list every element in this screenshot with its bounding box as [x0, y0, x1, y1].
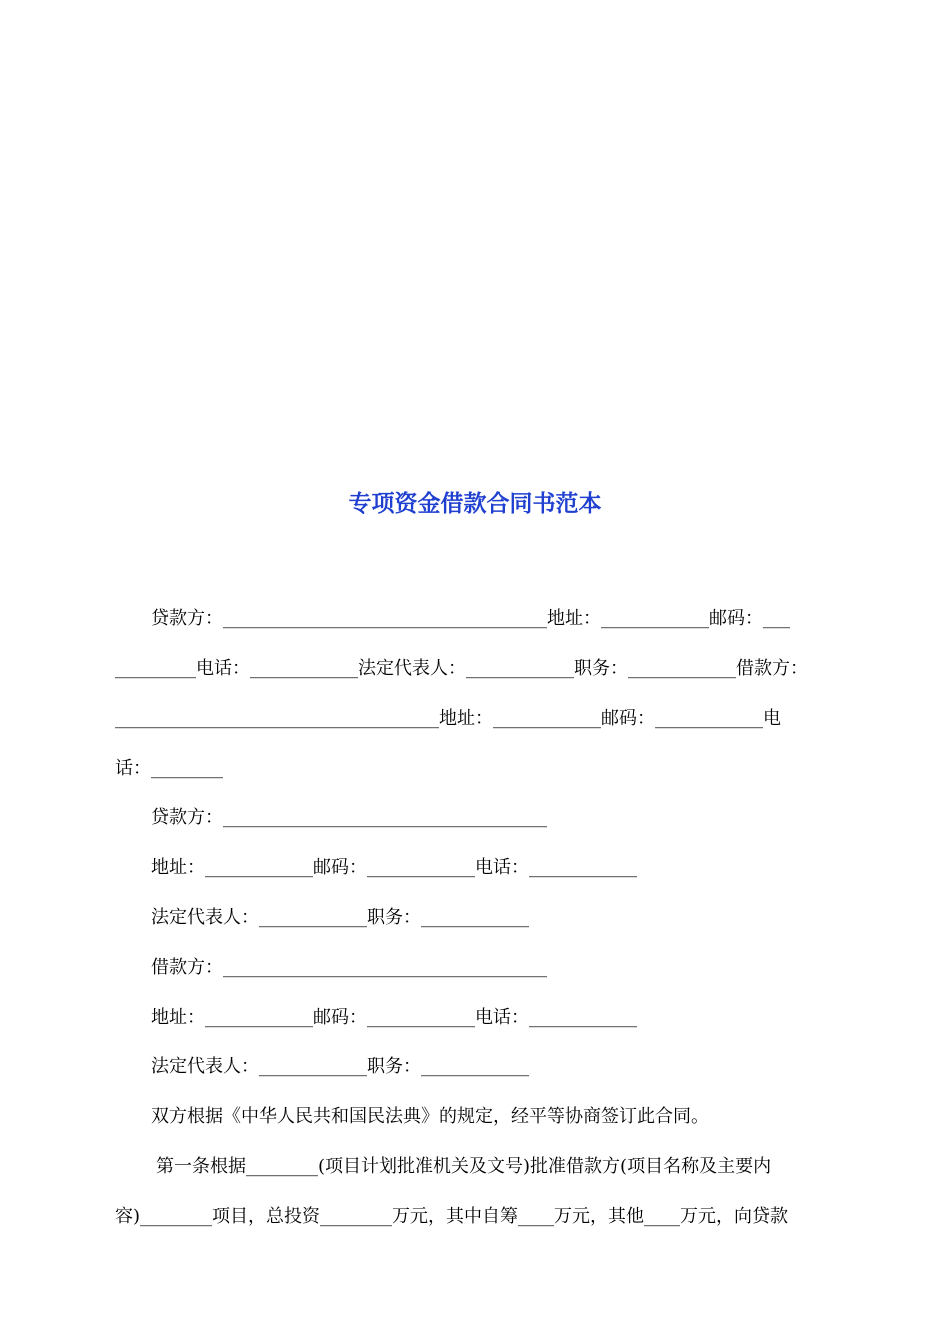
- party-info-line: 话：________: [115, 758, 223, 779]
- page-title: 专项资金借款合同书范本: [348, 490, 602, 517]
- lender-representative-line: 法定代表人：____________职务：____________: [151, 907, 529, 928]
- lender-address-line: 地址：____________邮码：____________电话：____________: [151, 857, 637, 878]
- borrower-address-line: 地址：____________邮码：____________电话：____________: [151, 1007, 637, 1028]
- agreement-statement: 双方根据《中华人民共和国民法典》的规定，经平等协商签订此合同。: [151, 1106, 709, 1127]
- article-one-line: 容)________项目，总投资________万元，其中自筹____万元，其他____万元，向贷款: [115, 1206, 789, 1227]
- lender-name-line: 贷款方：____________________________________: [151, 807, 547, 828]
- borrower-name-line: 借款方：____________________________________: [151, 957, 547, 978]
- party-info-line: 贷款方：____________________________________地址：____________邮码：___: [151, 608, 790, 629]
- party-info-line: _________电话：____________法定代表人：____________职务：____________借款方：: [115, 658, 808, 679]
- borrower-representative-line: 法定代表人：____________职务：____________: [151, 1056, 529, 1077]
- party-info-line: ____________________________________地址：____________邮码：____________电: [115, 708, 781, 729]
- article-one-line: 第一条根据________(项目计划批准机关及文号)批准借款方(项目名称及主要内: [156, 1156, 772, 1177]
